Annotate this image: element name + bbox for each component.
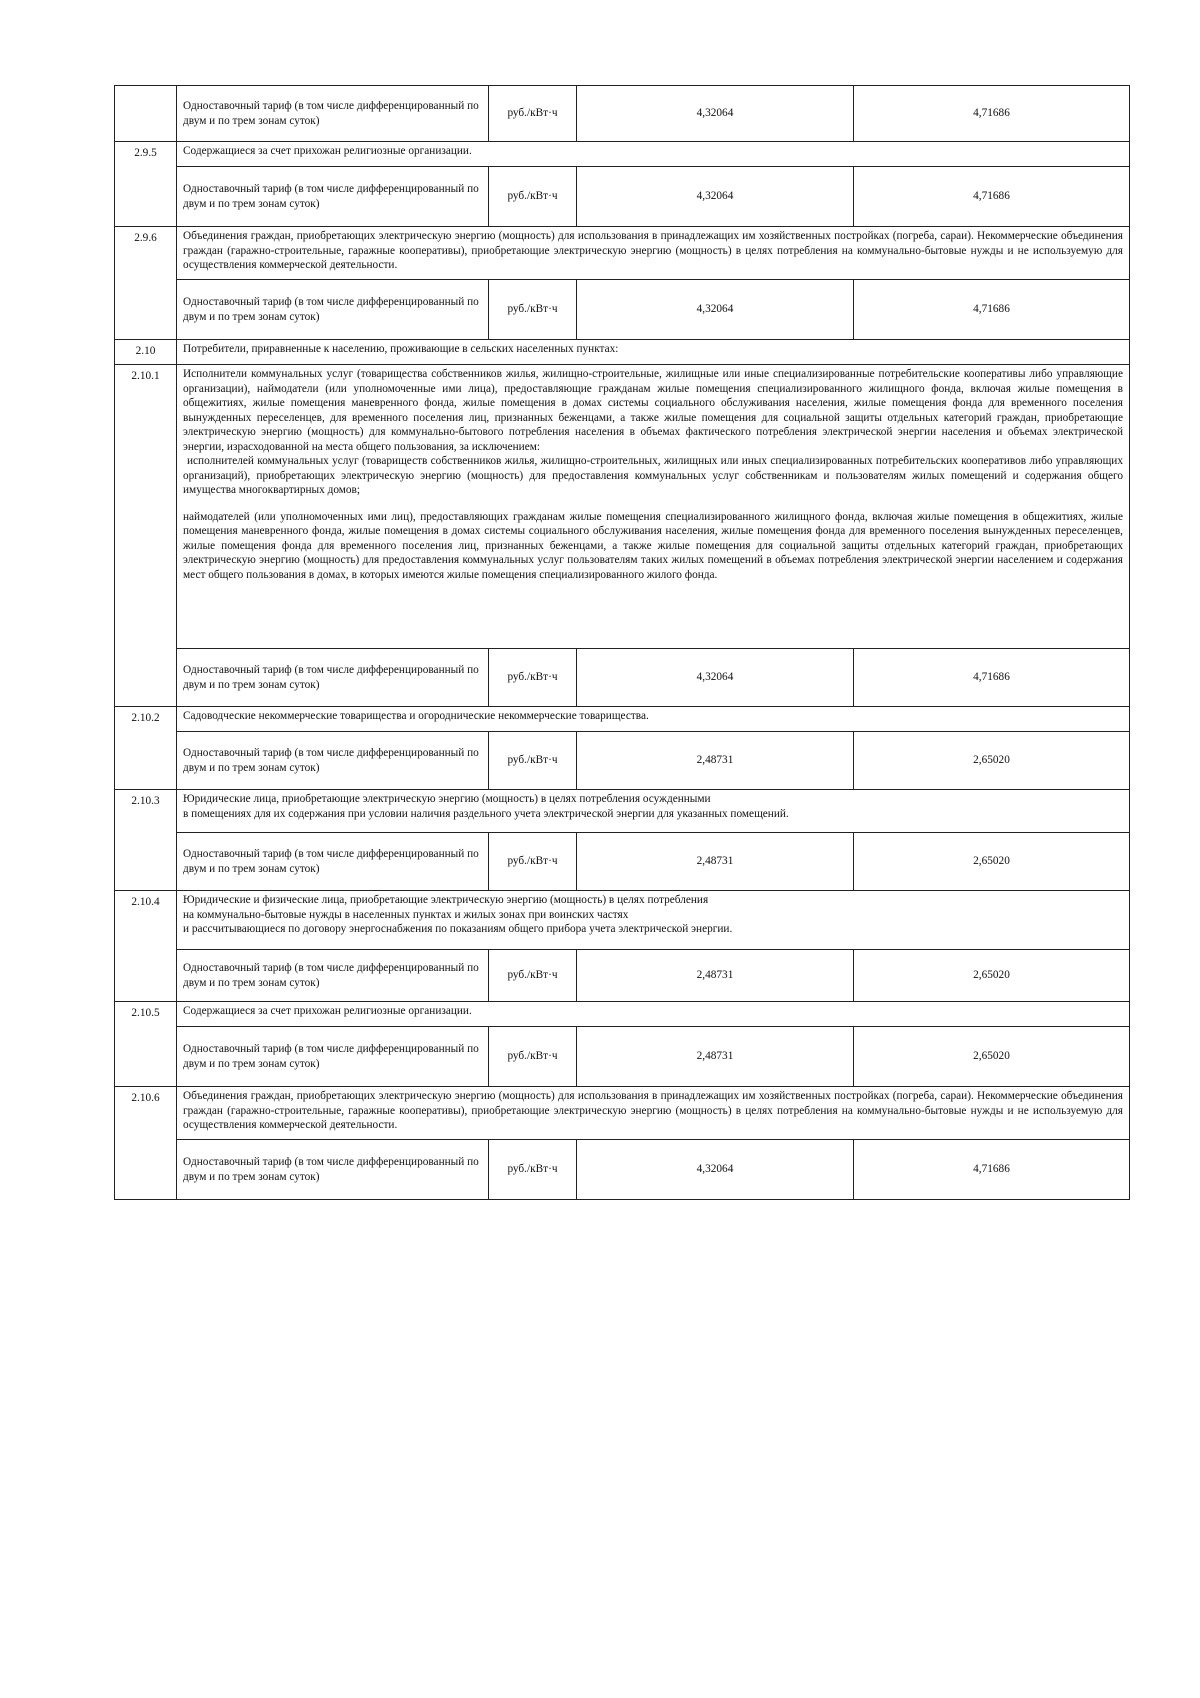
description-paragraph: Исполнители коммунальных услуг (товарищества собственников жилья, жилищно-строительные, жилищные или иные специализированные потребительские кооперативы либо управляющие организации), наймодатели (или уполномоченные ими лица), предоставляющие гражданам жилые помещения специализированного жилищного фонда, включая жилые помещения в общежитиях, жилые помещения маневренного фонда, жилые помещения в домах системы социального обслуживания населения, жилые помещения фонда для временного поселения вынужденных переселенцев, для временного поселения лиц, признанных беженцами, а также жилые помещения для социальной защиты отдельных категорий граждан, приобретающие электрическую энергию (мощность) для коммунально-бытового потребления населения в объемах фактического потребления электрической энергии населения и объемах электрической энергии, израсходованной на места общего пользования, за исключением: [183,368,1123,453]
tariff-value-2: 2,65020 [854,732,1130,790]
tariff-label: Одноставочный тариф (в том числе дифференцированный по двум и по трем зонам суток) [177,649,489,707]
description-paragraph: Объединения граждан, приобретающих электрическую энергию (мощность) для использования в принадлежащих им хозяйственных постройках (погреба, сараи). Некоммерческие объединения граждан (гаражно-строительные, гаражные кооперативы), приобретающие электрическую энергию (мощность) в целях потребления на коммунально-бытовые нужды и не используемую для осуществления коммерческой деятельности. [183,230,1123,271]
tariff-value-1: 4,32064 [577,649,854,707]
section-description [177,891,1130,950]
tariff-value-1: 2,48731 [577,950,854,1002]
tariff-label: Одноставочный тариф (в том числе дифференцированный по двум и по трем зонам суток) [177,280,489,340]
tariff-value-1: 2,48731 [577,1027,854,1087]
unit-cell: руб./кВт·ч [489,732,577,790]
tariff-value-2: 4,71686 [854,280,1130,340]
tariff-table [114,85,1130,1200]
description-paragraph: Содержащиеся за счет прихожан религиозные организации. [183,145,472,157]
tariff-row [115,280,1130,340]
tariff-label: Одноставочный тариф (в том числе дифференцированный по двум и по трем зонам суток) [177,833,489,891]
tariff-value-2: 2,65020 [854,950,1130,1002]
section-number: 2.10.3 [115,790,177,891]
tariff-row [115,167,1130,227]
section-number: 2.10.5 [115,1002,177,1087]
section-description [177,340,1130,365]
unit-cell: руб./кВт·ч [489,1027,577,1087]
tariff-label: Одноставочный тариф (в том числе дифференцированный по двум и по трем зонам суток) [177,732,489,790]
section-description [177,142,1130,167]
section-description [177,1002,1130,1027]
description-paragraph: Потребители, приравненные к населению, проживающие в сельских населенных пунктах: [183,343,619,355]
tariff-row [115,950,1130,1002]
section-row [115,790,1130,833]
tariff-value-1: 4,32064 [577,86,854,142]
section-number: 2.9.5 [115,142,177,227]
description-paragraph: и рассчитывающиеся по договору энергоснабжения по показаниям общего прибора учета электрической энергии. [183,923,733,935]
section-number: 2.10.6 [115,1087,177,1200]
tariff-value-1: 4,32064 [577,167,854,227]
unit-cell: руб./кВт·ч [489,649,577,707]
tariff-label: Одноставочный тариф (в том числе дифференцированный по двум и по трем зонам суток) [177,167,489,227]
section-row [115,1002,1130,1027]
unit-cell: руб./кВт·ч [489,950,577,1002]
tariff-label: Одноставочный тариф (в том числе дифференцированный по двум и по трем зонам суток) [177,1140,489,1200]
unit-cell: руб./кВт·ч [489,833,577,891]
section-description [177,707,1130,732]
tariff-label: Одноставочный тариф (в том числе дифференцированный по двум и по трем зонам суток) [177,86,489,142]
description-paragraph: исполнителей коммунальных услуг (товариществ собственников жилья, жилищно-строительных, жилищных или иных специализированных потребительских кооперативов либо управляющих организаций), приобретающих электрическую энергию (мощность) для предоставления коммунальных услуг собственникам и пользователям жилых помещений и содержания общего имущества многоквартирных домов; [183,455,1123,496]
unit-cell: руб./кВт·ч [489,167,577,227]
description-paragraph: Садоводческие некоммерческие товарищества и огороднические некоммерческие товарищества. [183,710,649,722]
section-row [115,142,1130,167]
description-paragraph: Юридические и физические лица, приобретающие электрическую энергию (мощность) в целях потребления [183,894,709,906]
description-paragraph: наймодателей (или уполномоченных ими лиц), предоставляющих гражданам жилые помещения специализированного жилищного фонда, включая жилые помещения в общежитиях, жилые помещения маневренного фонда, жилые помещения в домах системы социального обслуживания населения, жилые помещения фонда для временного поселения вынужденных переселенцев, жилые помещения фонда для временного поселения лиц, признанных беженцами, а также жилые помещения для социальной защиты отдельных категорий граждан, приобретающих электрическую энергию (мощность) для предоставления коммунальных услуг пользователям таких жилых помещений в объемах потребления электрической энергии населением и содержания мест общего пользования в домах, в которых имеются жилые помещения специализированного жилого фонда. [183,510,1123,581]
section-row [115,707,1130,732]
tariff-row [115,1140,1130,1200]
tariff-row [115,86,1130,142]
section-row [115,1087,1130,1140]
tariff-value-2: 2,65020 [854,1027,1130,1087]
unit-cell: руб./кВт·ч [489,1140,577,1200]
section-number: 2.10.2 [115,707,177,790]
unit-cell: руб./кВт·ч [489,86,577,142]
tariff-row [115,833,1130,891]
description-paragraph: Объединения граждан, приобретающих электрическую энергию (мощность) для использования в принадлежащих им хозяйственных постройках (погреба, сараи). Некоммерческие объединения граждан (гаражно-строительные, гаражные кооперативы), приобретающие электрическую энергию (мощность) в целях потребления на коммунально-бытовые нужды и не используемую для осуществления коммерческой деятельности. [183,1090,1123,1131]
tariff-value-1: 2,48731 [577,732,854,790]
tariff-label: Одноставочный тариф (в том числе дифференцированный по двум и по трем зонам суток) [177,1027,489,1087]
tariff-value-1: 4,32064 [577,1140,854,1200]
description-paragraph: Содержащиеся за счет прихожан религиозные организации. [183,1005,472,1017]
tariff-row [115,732,1130,790]
tariff-value-2: 2,65020 [854,833,1130,891]
section-number: 2.10 [115,340,177,365]
tariff-value-2: 4,71686 [854,649,1130,707]
section-number: 2.10.1 [115,365,177,707]
tariff-row [115,649,1130,707]
section-number [115,86,177,142]
tariff-value-1: 2,48731 [577,833,854,891]
tariff-label: Одноставочный тариф (в том числе дифференцированный по двум и по трем зонам суток) [177,950,489,1002]
section-row [115,891,1130,950]
description-paragraph: на коммунально-бытовые нужды в населенных пунктах и жилых зонах при воинских частях [183,908,629,921]
section-row [115,227,1130,280]
tariff-row [115,1027,1130,1087]
tariff-value-2: 4,71686 [854,167,1130,227]
section-row [115,340,1130,365]
tariff-value-2: 4,71686 [854,86,1130,142]
section-description [177,790,1130,833]
section-number: 2.10.4 [115,891,177,1002]
description-paragraph: Юридические лица, приобретающие электрическую энергию (мощность) в целях потребления осужденными [183,793,711,805]
section-description [177,227,1130,280]
section-description [177,365,1130,649]
tariff-value-2: 4,71686 [854,1140,1130,1200]
section-number: 2.9.6 [115,227,177,340]
description-paragraph: в помещениях для их содержания при условии наличия раздельного учета электрической энергии для указанных помещений. [183,807,789,820]
tariff-document [114,85,1129,1200]
section-description [177,1087,1130,1140]
tariff-value-1: 4,32064 [577,280,854,340]
unit-cell: руб./кВт·ч [489,280,577,340]
section-row [115,365,1130,649]
